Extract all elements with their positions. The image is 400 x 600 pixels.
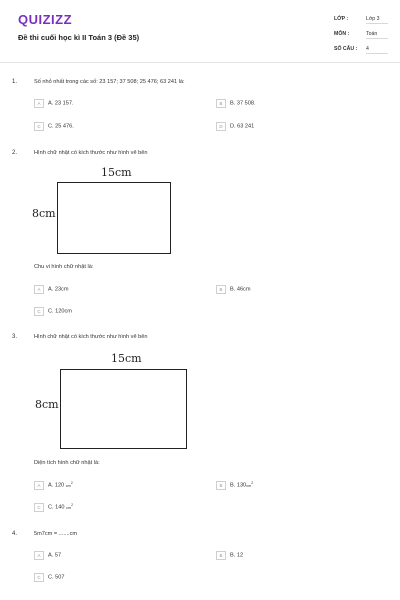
question-4-option-c[interactable] — [34, 573, 64, 582]
question-4-option-a[interactable] — [34, 551, 61, 560]
question-2-option-c[interactable] — [34, 307, 72, 316]
question-3-option-c[interactable] — [34, 503, 73, 512]
question-1-option-c[interactable] — [34, 122, 74, 131]
option-letter-box: B — [216, 285, 226, 294]
question-2-text: Hình chữ nhật có kích thước như hình vẽ bên — [34, 150, 148, 156]
option-letter-box: B — [216, 481, 226, 490]
option-text: A. 23cm — [48, 286, 69, 293]
option-text: B. 37 508. — [230, 100, 256, 107]
option-letter-box: A — [34, 551, 44, 560]
question-2-subtext: Chu vi hình chữ nhật là: — [34, 264, 94, 270]
question-3-subtext: Diện tích hình chữ nhật là: — [34, 460, 100, 466]
option-text: C. 140 — [48, 504, 65, 511]
question-1-text: Số nhỏ nhất trong các số: 23 157; 37 508; 25 476; 63 241 là: — [34, 79, 185, 85]
question-count-value: 4 — [366, 46, 388, 54]
subject-label: MÔN : — [334, 31, 350, 37]
question-4-text: 5m7cm = .......cm — [34, 531, 78, 537]
figure-2-height-label: 8cm — [35, 398, 59, 411]
option-text: D. 63 241 — [230, 123, 255, 130]
question-2-option-a[interactable] — [34, 285, 69, 294]
rectangle-figure-2 — [60, 369, 187, 449]
option-unit: cm — [66, 505, 72, 510]
option-letter-box: C — [34, 122, 44, 131]
option-letter-box: C — [34, 573, 44, 582]
option-text: C. 25 476. — [48, 123, 74, 130]
option-text: C. 120cm — [48, 308, 72, 315]
subject-value: Toán — [366, 31, 388, 39]
question-3-text: Hình chữ nhật có kích thước như hình vẽ bên — [34, 334, 148, 340]
option-unit-exponent: 2 — [70, 481, 73, 486]
option-letter-box: B — [216, 551, 226, 560]
option-text: A. 57 — [48, 552, 62, 559]
figure-2-width-label: 15cm — [111, 352, 142, 365]
question-1-option-b[interactable] — [216, 99, 256, 108]
option-unit-exponent: 2 — [71, 503, 74, 508]
question-3-option-b[interactable] — [216, 481, 253, 490]
question-2-number: 2. — [12, 150, 18, 156]
option-text: A. 23 157. — [48, 100, 74, 107]
option-unit: cm — [65, 483, 71, 488]
option-unit-exponent: 2 — [251, 481, 254, 486]
option-text: A. 120 — [48, 482, 65, 489]
option-letter-box: B — [216, 99, 226, 108]
worksheet-title: Đề thi cuối học kì II Toán 3 (Đề 35) — [18, 33, 140, 42]
rectangle-figure-1 — [57, 182, 171, 254]
figure-1-width-label: 15cm — [101, 166, 132, 179]
option-letter-box: A — [34, 99, 44, 108]
option-unit: cm — [246, 483, 252, 488]
question-1-option-a[interactable] — [34, 99, 74, 108]
option-letter-box: C — [34, 503, 44, 512]
question-4-number: 4. — [12, 531, 18, 537]
option-text: C. 507 — [48, 574, 65, 581]
option-letter-box: C — [34, 307, 44, 316]
option-letter-box: D — [216, 122, 226, 131]
quizizz-logo: QUIZIZZ — [18, 12, 73, 27]
option-text: B. 46cm — [230, 286, 251, 293]
question-1-number: 1. — [12, 79, 18, 85]
question-3-number: 3. — [12, 334, 18, 340]
worksheet-header — [0, 0, 400, 63]
question-3-option-a[interactable] — [34, 481, 73, 490]
question-count-label: SỐ CÂU : — [334, 46, 358, 52]
option-text: B. 130 — [230, 482, 247, 489]
question-4-option-b[interactable] — [216, 551, 243, 560]
question-2-option-b[interactable] — [216, 285, 251, 294]
figure-1-height-label: 8cm — [32, 207, 56, 220]
class-value: Lớp 3 — [366, 16, 388, 24]
class-label: LỚP : — [334, 16, 349, 22]
option-letter-box: A — [34, 285, 44, 294]
option-text: B. 12 — [230, 552, 244, 559]
question-1-option-d[interactable] — [216, 122, 254, 131]
option-letter-box: A — [34, 481, 44, 490]
